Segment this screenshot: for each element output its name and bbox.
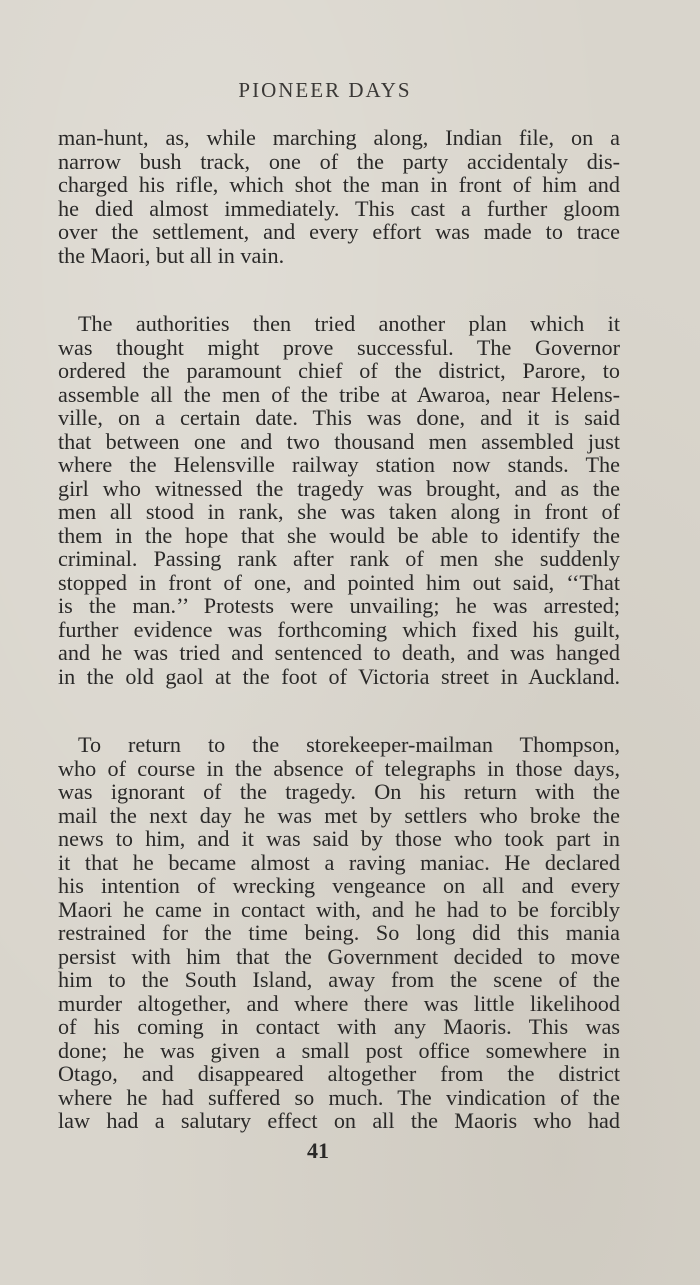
text-line: is the man.’’ Protests were unvailing; he was arrested; <box>58 593 620 618</box>
body-text <box>58 126 620 1133</box>
running-head: PIONEER DAYS <box>238 78 412 102</box>
text-line: stopped in front of one, and pointed him out said, ‘‘That <box>58 569 620 595</box>
text-line: it that he became almost a raving maniac. He declared <box>58 849 620 875</box>
paragraph-gap <box>58 267 620 312</box>
paragraph-gap <box>58 688 620 733</box>
text-line: persist with him that the Government decided to move <box>58 943 620 969</box>
paragraph-2 <box>58 312 620 688</box>
text-line: the Maori, but all in vain. <box>58 242 285 268</box>
text-line: narrow bush track, one of the party accidentaly dis- <box>58 148 620 174</box>
text-line: his intention of wrecking vengeance on all and every <box>58 873 620 898</box>
text-line: further evidence was forthcoming which fixed his guilt, <box>58 616 620 642</box>
text-line: where he had suffered so much. The vindication of the <box>58 1084 620 1110</box>
text-line: who of course in the absence of telegraphs in those days, <box>58 755 620 781</box>
text-line: Maori he came in contact with, and he had to be forcibly <box>58 896 620 922</box>
text-line: Otago, and disappeared altogether from the district <box>58 1061 620 1086</box>
text-line: girl who witnessed the tragedy was brought, and as the <box>58 475 620 501</box>
text-line: mail the next day he was met by settlers who broke the <box>58 802 620 828</box>
text-line: he died almost immediately. This cast a further gloom <box>58 195 620 221</box>
text-line: done; he was given a small post office somewhere in <box>58 1037 620 1063</box>
text-line: and he was tried and sentenced to death, and was hanged <box>58 640 620 665</box>
text-line: was ignorant of the tragedy. On his return with the <box>58 779 620 804</box>
text-line: that between one and two thousand men assembled just <box>58 428 620 454</box>
text-line: over the settlement, and every effort was made to trace <box>58 219 620 244</box>
text-line: restrained for the time being. So long did this mania <box>58 920 620 945</box>
text-line: men all stood in rank, she was taken along in front of <box>58 499 620 524</box>
text-line: him to the South Island, away from the scene of the <box>58 967 620 992</box>
text-line: assemble all the men of the tribe at Awaroa, near Helens- <box>58 381 620 407</box>
paragraph-3 <box>58 733 620 1133</box>
text-line: murder altogether, and where there was little likelihood <box>58 990 620 1016</box>
paragraph-1 <box>58 126 620 267</box>
text-line: news to him, and it was said by those who took part in <box>58 826 620 851</box>
text-line: law had a salutary effect on all the Maoris who had <box>58 1108 620 1133</box>
text-line: them in the hope that she would be able to identify the <box>58 522 620 548</box>
text-line: of his coming in contact with any Maoris. This was <box>58 1014 620 1039</box>
text-line: was thought might prove successful. The Governor <box>58 334 620 360</box>
text-line: in the old gaol at the foot of Victoria street in Auckland. <box>58 663 620 689</box>
text-line: To return to the storekeeper-mailman Thompson, <box>78 732 620 757</box>
text-line: charged his rifle, which shot the man in front of him and <box>58 172 620 197</box>
text-line: The authorities then tried another plan which it <box>78 311 620 336</box>
text-line: man-hunt, as, while marching along, Indian file, on a <box>58 125 620 150</box>
text-line: ordered the paramount chief of the district, Parore, to <box>58 358 620 383</box>
text-line: ville, on a certain date. This was done, and it is said <box>58 405 620 430</box>
text-line: criminal. Passing rank after rank of men she suddenly <box>58 546 620 571</box>
text-line: where the Helensville railway station now stands. The <box>58 452 620 477</box>
page-number: 41 <box>307 1138 329 1163</box>
